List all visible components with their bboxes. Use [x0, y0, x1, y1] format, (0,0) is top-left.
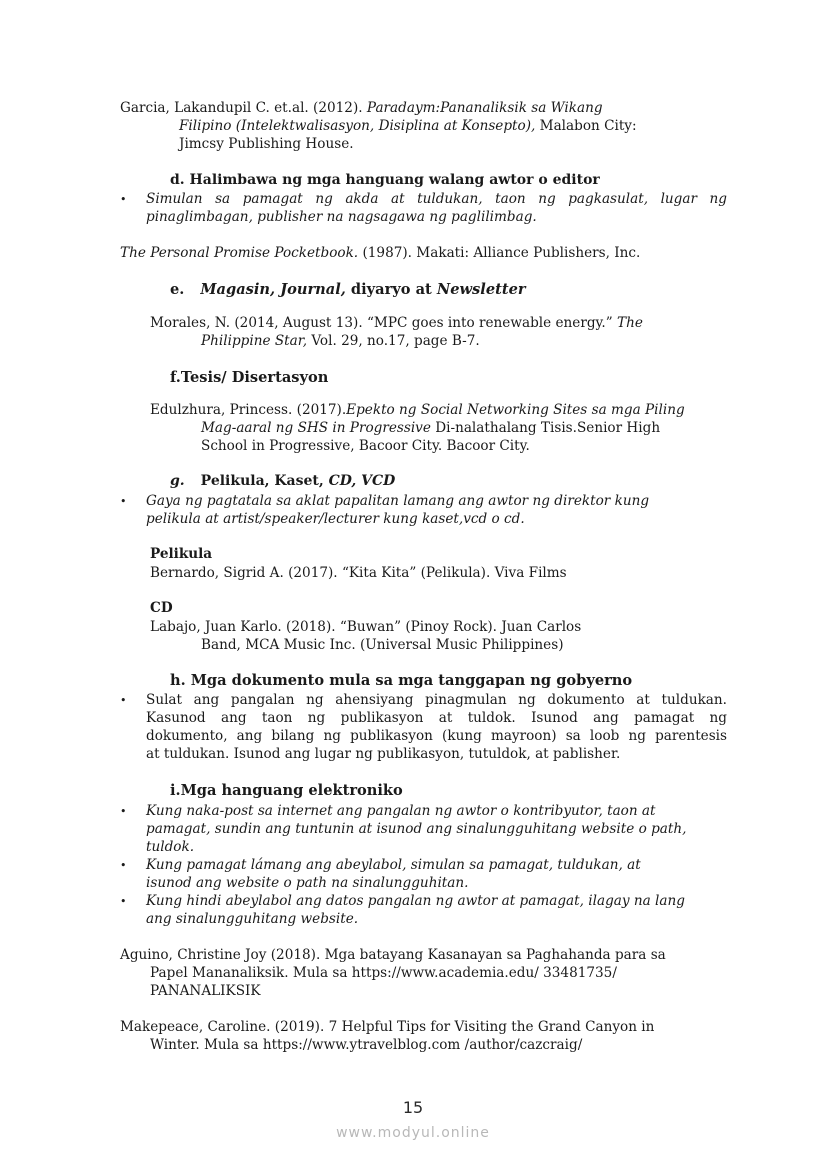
- section-h-line2: Kasunod ang taon ng publikasyon at tuldok. Isunod ang pamagat ng: [146, 710, 727, 726]
- ref-garcia-line1: Garcia, Lakandupil C. et.al. (2012). Paradaym:Pananaliksik sa Wikang: [120, 100, 603, 116]
- section-i-bullet3-line2: ang sinalungguhitang website.: [146, 911, 359, 927]
- ref-makepeace-line1: Makepeace, Caroline. (2019). 7 Helpful Tips for Visiting the Grand Canyon in: [120, 1019, 655, 1035]
- section-f-heading: f.Tesis/ Disertasyon: [170, 369, 329, 386]
- section-d-bullet-line1: Simulan sa pamagat ng akda at tuldukan, taon ng pagkasulat, lugar ng: [146, 191, 727, 207]
- section-d-heading: d. Halimbawa ng mga hanguang walang awtor o editor: [170, 172, 600, 188]
- ref-morales-line1: Morales, N. (2014, August 13). “MPC goes into renewable energy.” The: [150, 315, 643, 331]
- section-d-example: The Personal Promise Pocketbook. (1987). Makati: Alliance Publishers, Inc.: [120, 245, 641, 261]
- bullet-icon: •: [120, 193, 127, 206]
- bullet-icon: •: [120, 694, 127, 707]
- ref-morales-line2: Philippine Star, Vol. 29, no.17, page B-7.: [201, 333, 480, 349]
- bullet-icon: •: [120, 805, 127, 818]
- section-i-bullet3-line1: Kung hindi abeylabol ang datos pangalan ng awtor at pamagat, ilagay na lang: [146, 893, 685, 909]
- section-e-heading: e. Magasin, Journal, diyaryo at Newsletter: [170, 281, 526, 298]
- watermark: www.modyul.online: [336, 1125, 490, 1141]
- ref-edulzhura-line2: Mag-aaral ng SHS in Progressive Di-nalathalang Tisis.Senior High: [201, 420, 661, 436]
- ref-garcia-line2: Filipino (Intelektwalisasyon, Disiplina at Konsepto), Malabon City:: [179, 118, 637, 134]
- bullet-icon: •: [120, 495, 127, 508]
- ref-aguino-line1: Aguino, Christine Joy (2018). Mga batayang Kasanayan sa Paghahanda para sa: [120, 947, 666, 963]
- bullet-icon: •: [120, 895, 127, 908]
- cd-label: CD: [150, 600, 173, 616]
- section-h-line3: dokumento, ang bilang ng publikasyon (kung mayroon) sa loob ng parentesis: [146, 728, 727, 744]
- ref-makepeace-line2: Winter. Mula sa https://www.ytravelblog.com /author/cazcraig/: [150, 1037, 583, 1053]
- section-i-bullet2-line2: isunod ang website o path na sinalungguhitan.: [146, 875, 469, 891]
- section-i-bullet1-line2: pamagat, sundin ang tuntunin at isunod ang sinalungguhitang website o path,: [146, 821, 687, 837]
- pelikula-label: Pelikula: [150, 546, 213, 562]
- section-g-bullet-line1: Gaya ng pagtatala sa aklat papalitan lamang ang awtor ng direktor kung: [146, 493, 650, 509]
- section-g-bullet-line2: pelikula at artist/speaker/lecturer kung kaset,vcd o cd.: [146, 511, 525, 527]
- section-g-heading: g. Pelikula, Kaset, CD, VCD: [170, 473, 396, 489]
- section-h-line1: Sulat ang pangalan ng ahensiyang pinagmulan ng dokumento at tuldukan.: [146, 692, 727, 708]
- bullet-icon: •: [120, 859, 127, 872]
- ref-aguino-line2: Papel Mananaliksik. Mula sa https://www.academia.edu/ 33481735/: [150, 965, 617, 981]
- ref-edulzhura-line3: School in Progressive, Bacoor City. Bacoor City.: [201, 438, 530, 454]
- ref-labajo-line1: Labajo, Juan Karlo. (2018). “Buwan” (Pinoy Rock). Juan Carlos: [150, 619, 582, 635]
- page-number: 15: [402, 1098, 424, 1117]
- section-d-bullet-line2: pinaglimbagan, publisher na nagsagawa ng paglilimbag.: [146, 209, 537, 225]
- ref-bernardo: Bernardo, Sigrid A. (2017). “Kita Kita” (Pelikula). Viva Films: [150, 565, 567, 581]
- ref-garcia-title: Paradaym:Pananaliksik sa Wikang: [366, 100, 603, 116]
- section-i-bullet1-line1: Kung naka-post sa internet ang pangalan ng awtor o kontribyutor, taon at: [146, 803, 656, 819]
- section-i-bullet1-line3: tuldok.: [146, 839, 195, 855]
- ref-edulzhura-line1: Edulzhura, Princess. (2017).Epekto ng Social Networking Sites sa mga Piling: [150, 402, 685, 418]
- ref-labajo-line2: Band, MCA Music Inc. (Universal Music Philippines): [201, 637, 564, 653]
- section-h-heading: h. Mga dokumento mula sa mga tanggapan ng gobyerno: [170, 672, 633, 689]
- ref-aguino-line3: PANANALIKSIK: [150, 983, 261, 999]
- section-i-bullet2-line1: Kung pamagat lámang ang abeylabol, simulan sa pamagat, tuldukan, at: [146, 857, 641, 873]
- section-h-line4: at tuldukan. Isunod ang lugar ng publikasyon, tutuldok, at pablisher.: [146, 746, 621, 762]
- section-i-heading: i.Mga hanguang elektroniko: [170, 782, 403, 799]
- ref-garcia-line3: Jimcsy Publishing House.: [179, 136, 354, 152]
